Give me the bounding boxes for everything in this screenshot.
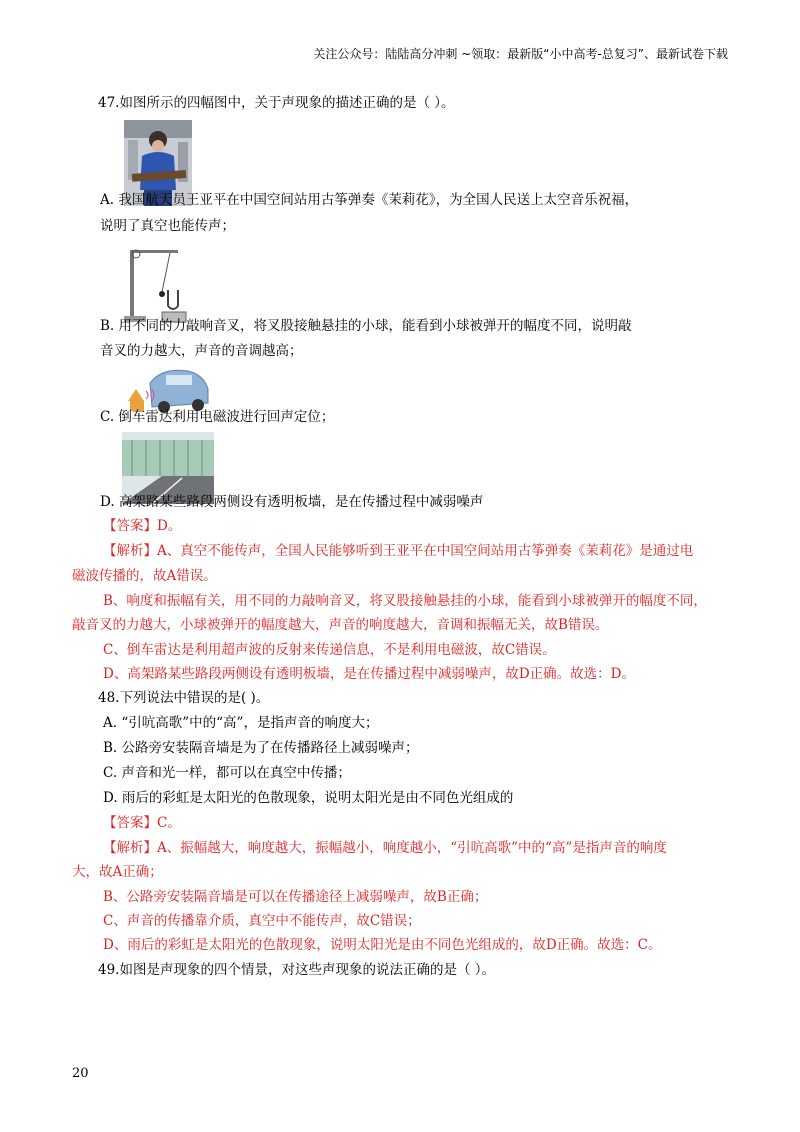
q48-analysis-line-3: B、公路旁安装隔音墙是可以在传播途径上减弱噪声，故B正确； xyxy=(103,889,488,905)
q48-option-b: B. 公路旁安装隔音墙是为了在传播路径上减弱噪声； xyxy=(103,740,419,756)
q47-option-b-line1: B. 用不同的力敲响音叉，将叉股接触悬挂的小球，能看到小球被弹开的幅度不同，说明敲 xyxy=(100,318,632,334)
q49-stem: 49.如图是声现象的四个情景，对这些声现象的说法正确的是（ ）。 xyxy=(98,962,496,978)
q47-option-b-line2: 音叉的力越大，声音的音调越高； xyxy=(100,343,303,359)
q47-analysis-line-3: B、响度和振幅有关，用不同的力敲响音叉，将叉股接触悬挂的小球，能看到小球被弹开的幅度不同， xyxy=(103,593,707,609)
q47-analysis-line-4: 敲音叉的力越大，小球被弹开的幅度越大，声音的响度越大，音调和振幅无关，故B错误。 xyxy=(72,617,609,633)
q47-option-c-line: C. 倒车雷达利用电磁波进行回声定位； xyxy=(100,409,335,425)
q48-analysis-line-5: D、雨后的彩虹是太阳光的色散现象，说明太阳光是由不同色光组成的，故D正确。故选：C。 xyxy=(103,937,662,953)
q47-analysis-line-5: C、倒车雷达是利用超声波的反射来传递信息，不是利用电磁波，故C错误。 xyxy=(103,642,556,658)
q47-option-a-line2: 说明了真空也能传声； xyxy=(100,218,235,234)
q48-analysis-line-1: 【解析】A、振幅越大，响度越大，振幅越小，响度越小，“引吭高歌”中的“高”是指声音的响度 xyxy=(103,840,667,856)
q47-analysis-line-2: 磁波传播的，故A错误。 xyxy=(72,568,217,584)
q48-option-c: C. 声音和光一样，都可以在真空中传播； xyxy=(103,765,351,781)
q47-option-a-line1: A. 我国航天员王亚平在中国空间站用古筝弹奏《茉莉花》，为全国人民送上太空音乐祝福， xyxy=(100,192,639,208)
q47-analysis-line-1: 【解析】A、真空不能传声，全国人民能够听到王亚平在中国空间站用古筝弹奏《茉莉花》是通过电 xyxy=(103,543,694,559)
q47-answer: 【答案】D。 xyxy=(103,518,182,534)
q47-analysis-line-6: D、高架路某些路段两侧设有透明板墙，是在传播过程中减弱噪声，故D正确。故选：D。 xyxy=(103,666,635,682)
q48-analysis-line-2: 大，故A正确； xyxy=(72,864,163,880)
q48-analysis-line-4: C、声音的传播靠介质，真空中不能传声，故C错误； xyxy=(103,913,421,929)
q48-answer: 【答案】C。 xyxy=(103,815,181,831)
q47-stem: 47.如图所示的四幅图中，关于声现象的描述正确的是（ ）。 xyxy=(98,95,455,111)
q48-option-a: A. “引吭高歌”中的“高”，是指声音的响度大； xyxy=(103,715,379,731)
page-number: 20 xyxy=(72,1066,89,1081)
q48-option-d: D. 雨后的彩虹是太阳光的色散现象，说明太阳光是由不同色光组成的 xyxy=(103,790,514,806)
q48-stem: 48.下列说法中错误的是( )。 xyxy=(98,690,270,706)
page-header: 关注公众号：陆陆高分冲刺 ~领取：最新版“小中高考-总复习”、最新试卷下载 xyxy=(313,47,728,61)
q47-option-d-line: D. 高架路某些路段两侧设有透明板墙，是在传播过程中减弱噪声 xyxy=(100,494,484,510)
